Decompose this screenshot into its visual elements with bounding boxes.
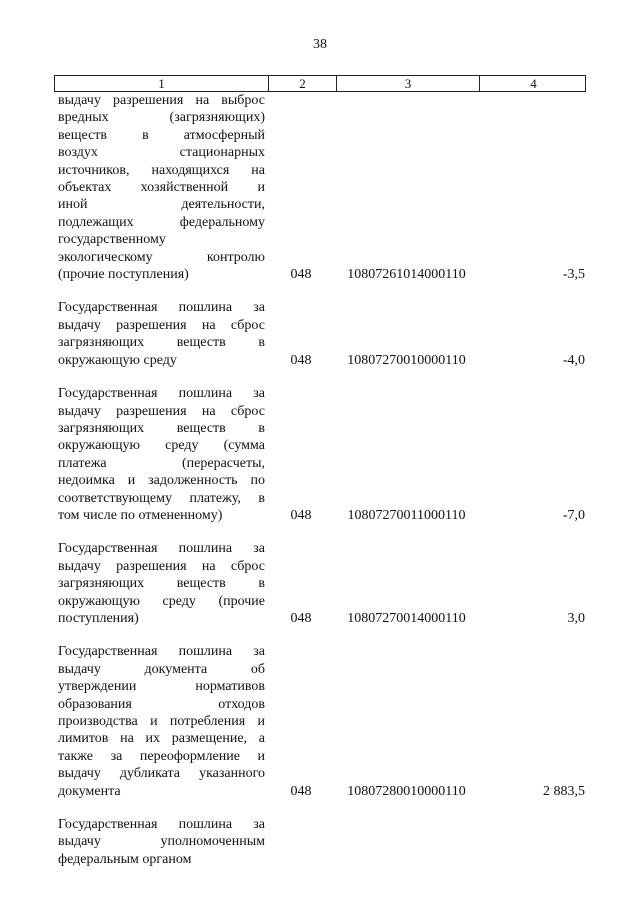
page-number: 38 xyxy=(313,37,327,52)
description-line: экологическому контролю xyxy=(58,249,265,265)
row-admin-code: 048 xyxy=(290,352,312,368)
description-line: выдачу разрешения на сброс xyxy=(58,403,265,419)
description-line: Государственная пошлина за xyxy=(58,644,265,660)
description-line: окружающую среду xyxy=(58,352,177,368)
row-amount: 3,0 xyxy=(567,610,585,626)
row-admin-code: 048 xyxy=(290,783,312,799)
description-line: окружающую среду (прочие xyxy=(58,593,265,609)
description-line: иной деятельности, xyxy=(58,197,265,213)
description-line: том числе по отмененному) xyxy=(58,507,223,523)
description-line: Государственная пошлина за xyxy=(58,300,265,316)
description-line: соответствующему платежу, в xyxy=(58,490,265,506)
description-line: окружающую среду (сумма xyxy=(58,438,265,454)
description-line: производства и потребления и xyxy=(58,714,265,729)
description-line: утверждении нормативов xyxy=(58,679,265,695)
table-row xyxy=(54,385,586,524)
description-line: источников, находящихся на xyxy=(58,162,265,178)
description-line: выдачу разрешения на сброс xyxy=(58,317,265,333)
description-line: выдачу разрешения на выброс xyxy=(58,93,265,108)
row-description xyxy=(54,299,267,369)
row-description xyxy=(54,92,267,283)
description-line: образования отходов xyxy=(58,696,265,712)
row-amount: -3,5 xyxy=(562,267,585,283)
description-line: также за переоформление и xyxy=(58,748,265,764)
row-description xyxy=(54,540,267,627)
description-line: лимитов на их размещение, а xyxy=(58,731,265,747)
row-budget-code: 10807280010000110 xyxy=(347,783,466,799)
row-admin-code: 048 xyxy=(290,610,312,626)
description-line: выдачу документа об xyxy=(58,661,265,677)
row-admin-code: 048 xyxy=(290,507,312,523)
column-header-1: 1 xyxy=(158,76,165,91)
row-budget-code: 10807270010000110 xyxy=(347,352,466,368)
table-header-row xyxy=(54,75,586,92)
table-row xyxy=(54,540,586,627)
description-line: вредных (загрязняющих) xyxy=(58,110,265,126)
table-body xyxy=(54,92,586,868)
budget-table xyxy=(54,75,586,884)
column-header-4: 4 xyxy=(479,76,587,91)
row-description xyxy=(54,385,267,524)
row-budget-code: 10807270011000110 xyxy=(347,507,466,523)
description-line: недоимка и задолженность по xyxy=(58,473,265,489)
row-description xyxy=(54,816,267,868)
row-amount: 2 883,5 xyxy=(543,783,585,799)
row-budget-code: 10807270014000110 xyxy=(347,610,466,626)
description-line: Государственная пошлина за xyxy=(58,541,265,557)
description-line: выдачу уполномоченным xyxy=(58,834,265,850)
description-line: выдачу разрешения на сброс xyxy=(58,558,265,574)
column-header-2: 2 xyxy=(268,76,336,91)
row-description xyxy=(54,643,267,800)
table-row xyxy=(54,816,586,868)
description-line: (прочие поступления) xyxy=(58,267,189,283)
description-line: выдачу дубликата указанного xyxy=(58,766,265,782)
description-line: платежа (перерасчеты, xyxy=(58,455,265,471)
row-admin-code: 048 xyxy=(290,267,312,283)
description-line: Государственная пошлина за xyxy=(58,817,265,833)
description-line: поступления) xyxy=(58,610,139,626)
description-line: федеральным органом xyxy=(58,851,192,867)
row-amount: -7,0 xyxy=(562,507,585,523)
column-header-3: 3 xyxy=(336,76,479,91)
description-line: загрязняющих веществ в xyxy=(58,335,265,351)
description-line: документа xyxy=(58,783,121,799)
description-line: Государственная пошлина за xyxy=(58,386,265,402)
row-amount: -4,0 xyxy=(562,352,585,368)
description-line: загрязняющих веществ в xyxy=(58,576,265,592)
description-line: государственному xyxy=(58,232,166,248)
description-line: подлежащих федеральному xyxy=(58,214,265,230)
table-row xyxy=(54,92,586,283)
description-line: объектах хозяйственной и xyxy=(58,180,265,196)
description-line: веществ в атмосферный xyxy=(58,127,265,143)
description-line: воздух стационарных xyxy=(58,145,265,161)
description-line: загрязняющих веществ в xyxy=(58,420,265,436)
row-budget-code: 10807261014000110 xyxy=(347,267,466,283)
table-row xyxy=(54,299,586,369)
table-row xyxy=(54,643,586,800)
